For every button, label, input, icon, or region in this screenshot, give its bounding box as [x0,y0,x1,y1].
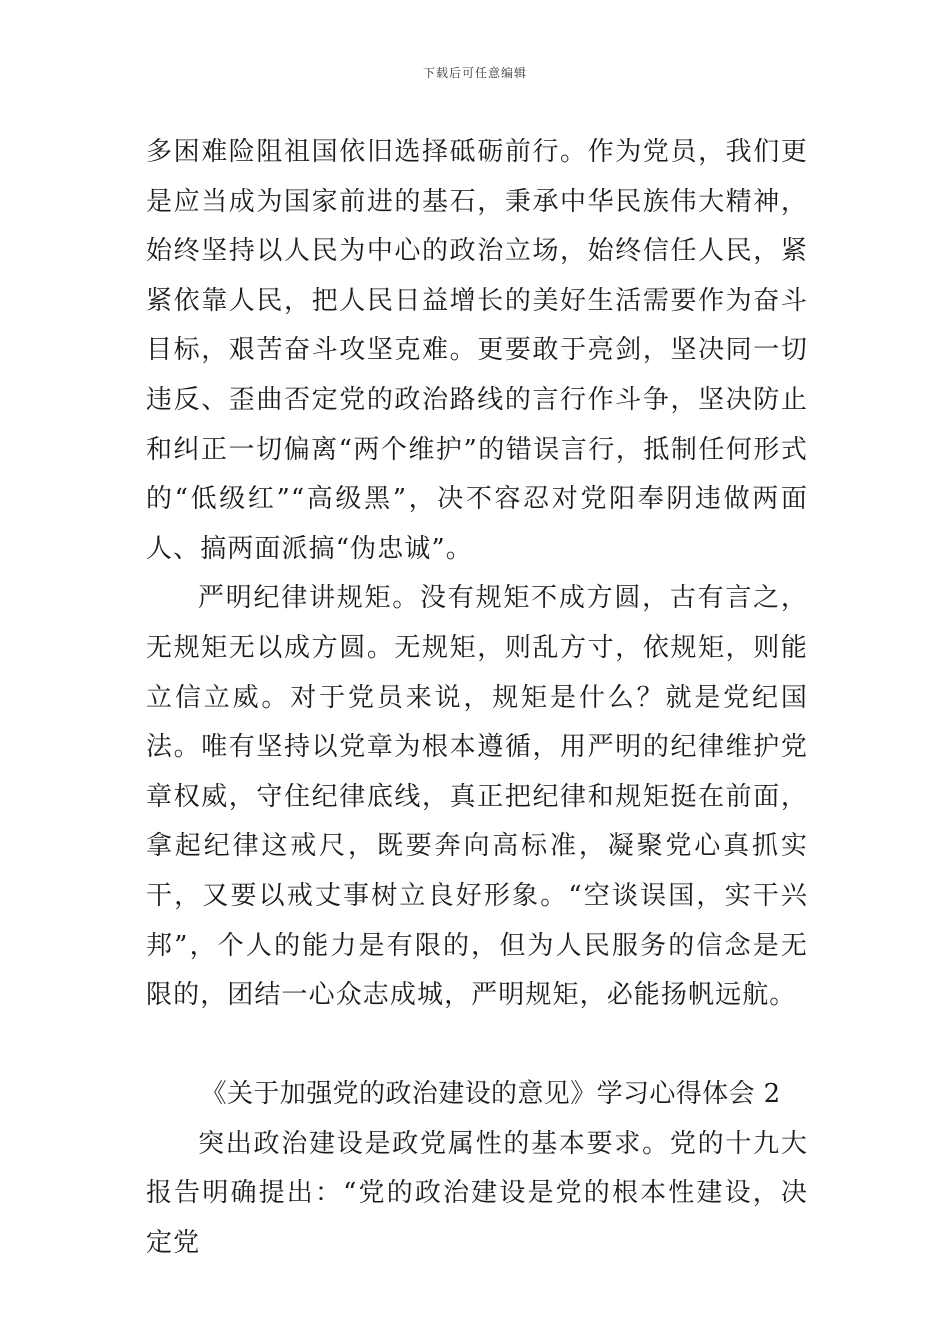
paragraph-political-construction: 突出政治建设是政党属性的基本要求。党的十九大报告明确提出：“党的政治建设是党的根本性建设，决定党 [146,1128,808,1259]
document-body [146,128,808,1269]
section-title: 《关于加强党的政治建设的意见》学习心得体会 2 [200,1079,781,1110]
page-header-note: 下载后可任意编辑 [422,66,527,80]
paragraph-discipline: 严明纪律讲规矩。没有规矩不成方圆，古有言之，无规矩无以成方圆。无规矩，则乱方寸，依规矩，则能立信立威。对于党员来说，规矩是什么？就是党纪国法。唯有坚持以党章为根本遵循，用严明的纪律维护党章权威，守住纪律底线，真正把纪律和规矩挺在前面，拿起纪律这戒尺，既要奔向高标准，凝聚党心真抓实干，又要以戒丈事树立良好形象。“空谈误国，实干兴邦”，个人的能力是有限的，但为人民服务的信念是无限的，团结一心众志成城，严明规矩，必能扬帆远航。 [146,583,808,1011]
paragraph-continuation: 多困难险阻祖国依旧选择砥砺前行。作为党员，我们更是应当成为国家前进的基石，秉承中华民族伟大精神，始终坚持以人民为中心的政治立场，始终信任人民，紧紧依靠人民，把人民日益增长的美好生活需要作为奋斗目标，艰苦奋斗攻坚克难。更要敢于亮剑，坚决同一切违反、歪曲否定党的政治路线的言行作斗争，坚决防止和纠正一切偏离“两个维护”的错误言行，抵制任何形式的“低级红”“高级黑”，决不容忍对党阳奉阴违做两面人、搞两面派搞“伪忠诚”。 [146,137,808,564]
